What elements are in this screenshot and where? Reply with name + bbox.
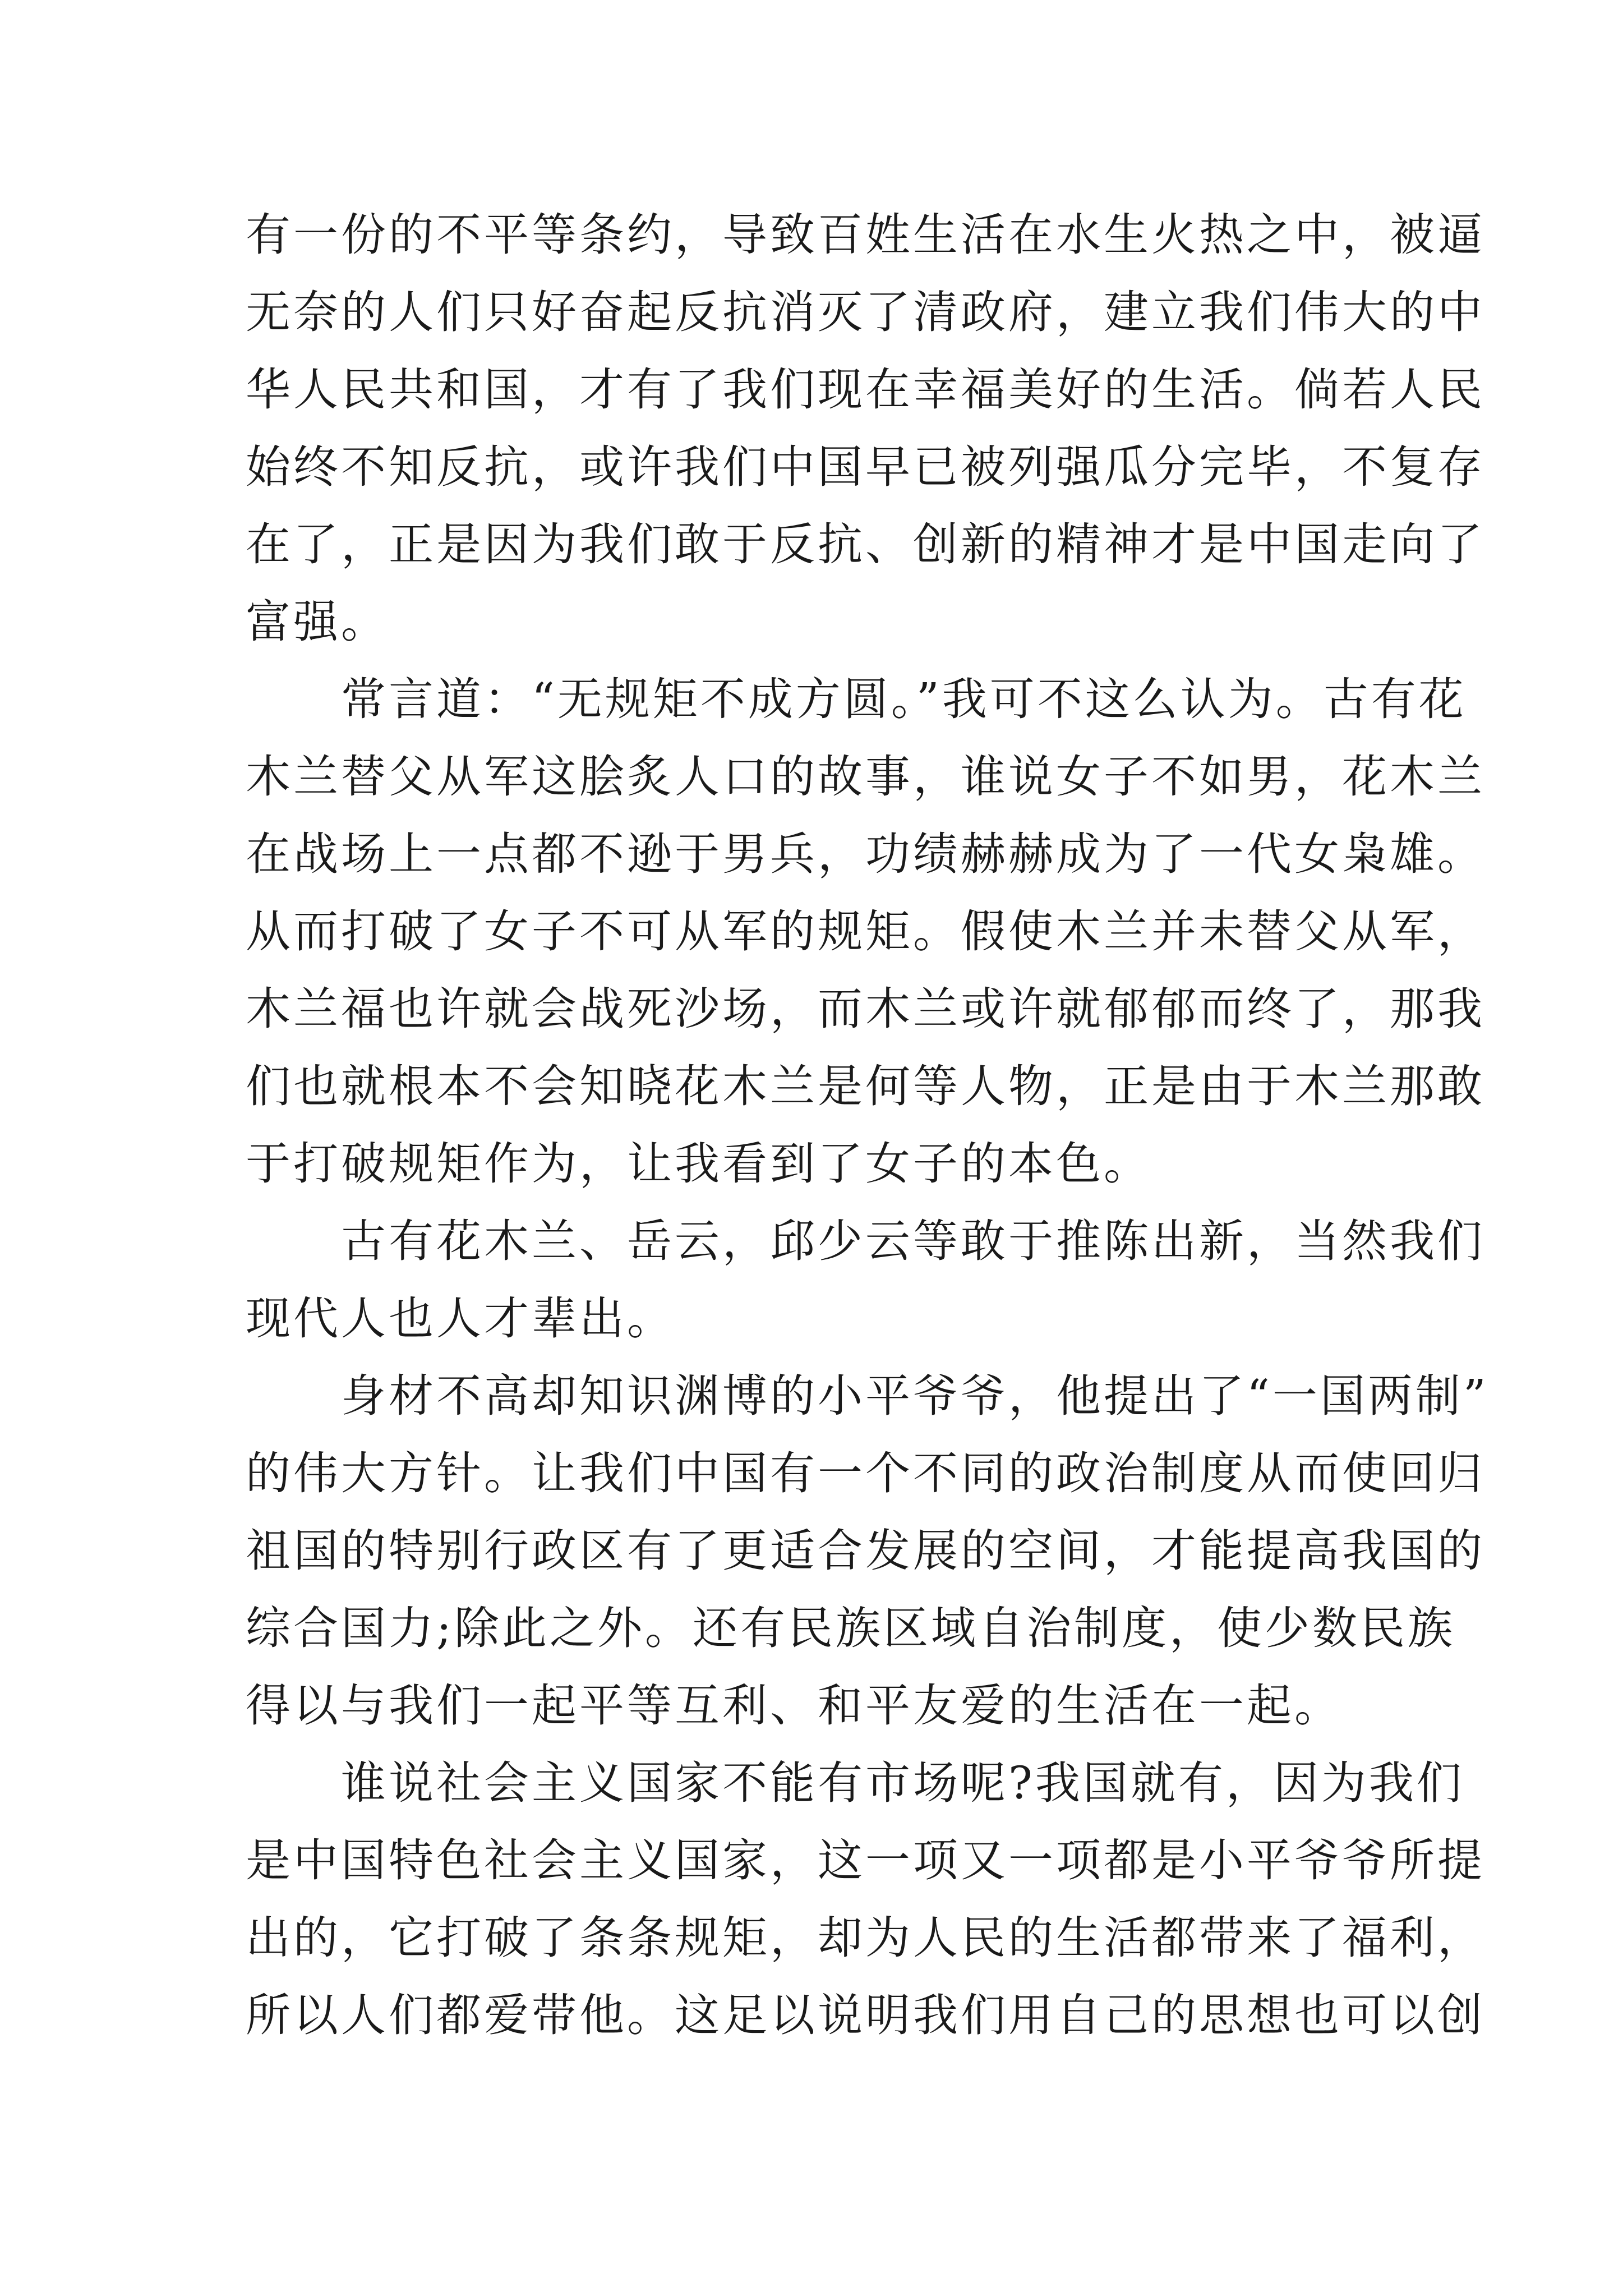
text-line: 是中国特色社会主义国家，这一项又一项都是小平爷爷所提 bbox=[246, 1834, 1485, 1887]
text-line: 华人民共和国，才有了我们现在幸福美好的生活。倘若人民 bbox=[246, 364, 1485, 416]
text-line: 综合国力;除此之外。还有民族区域自治制度，使少数民族 bbox=[246, 1602, 1455, 1654]
text-line: 有一份的不平等条约，导致百姓生活在水生火热之中，被逼 bbox=[246, 209, 1485, 261]
paragraph-start-line: 身材不高却知识渊博的小平爷爷，他提出了“一国两制” bbox=[341, 1370, 1489, 1422]
text-line: 富强。 bbox=[246, 596, 389, 648]
text-line: 在了，正是因为我们敢于反抗、创新的精神才是中国走向了 bbox=[246, 518, 1485, 570]
paragraph-start-line: 古有花木兰、岳云，邱少云等敢于推陈出新，当然我们 bbox=[341, 1215, 1485, 1267]
text-line: 所以人们都爱带他。这足以说明我们用自己的思想也可以创 bbox=[246, 1989, 1485, 2041]
text-line: 得以与我们一起平等互利、和平友爱的生活在一起。 bbox=[246, 1680, 1342, 1732]
text-line: 从而打破了女子不可从军的规矩。假使木兰并未替父从军， bbox=[246, 905, 1485, 958]
text-line: 出的，它打破了条条规矩，却为人民的生活都带来了福利， bbox=[246, 1912, 1485, 1964]
text-line: 现代人也人才辈出。 bbox=[246, 1292, 675, 1345]
text-line: 们也就根本不会知晓花木兰是何等人物，正是由于木兰那敢 bbox=[246, 1060, 1485, 1112]
paragraph-start-line: 谁说社会主义国家不能有市场呢?我国就有，因为我们 bbox=[341, 1757, 1464, 1809]
text-line: 在战场上一点都不逊于男兵，功绩赫赫成为了一代女枭雄。 bbox=[246, 828, 1485, 880]
paragraph-start-line: 常言道：“无规矩不成方圆。”我可不这么认为。古有花 bbox=[341, 673, 1467, 725]
text-line: 的伟大方针。让我们中国有一个不同的政治制度从而使回归 bbox=[246, 1447, 1485, 1499]
text-line: 木兰福也许就会战死沙场，而木兰或许就郁郁而终了，那我 bbox=[246, 983, 1485, 1035]
text-line: 木兰替父从军这脍炙人口的故事，谁说女子不如男，花木兰 bbox=[246, 751, 1485, 803]
essay-body bbox=[246, 196, 1489, 2054]
text-line: 无奈的人们只好奋起反抗消灭了清政府，建立我们伟大的中 bbox=[246, 286, 1485, 338]
text-line: 始终不知反抗，或许我们中国早已被列强瓜分完毕，不复存 bbox=[246, 441, 1485, 493]
text-line: 于打破规矩作为，让我看到了女子的本色。 bbox=[246, 1138, 1151, 1190]
text-line: 祖国的特别行政区有了更适合发展的空间，才能提高我国的 bbox=[246, 1525, 1485, 1577]
